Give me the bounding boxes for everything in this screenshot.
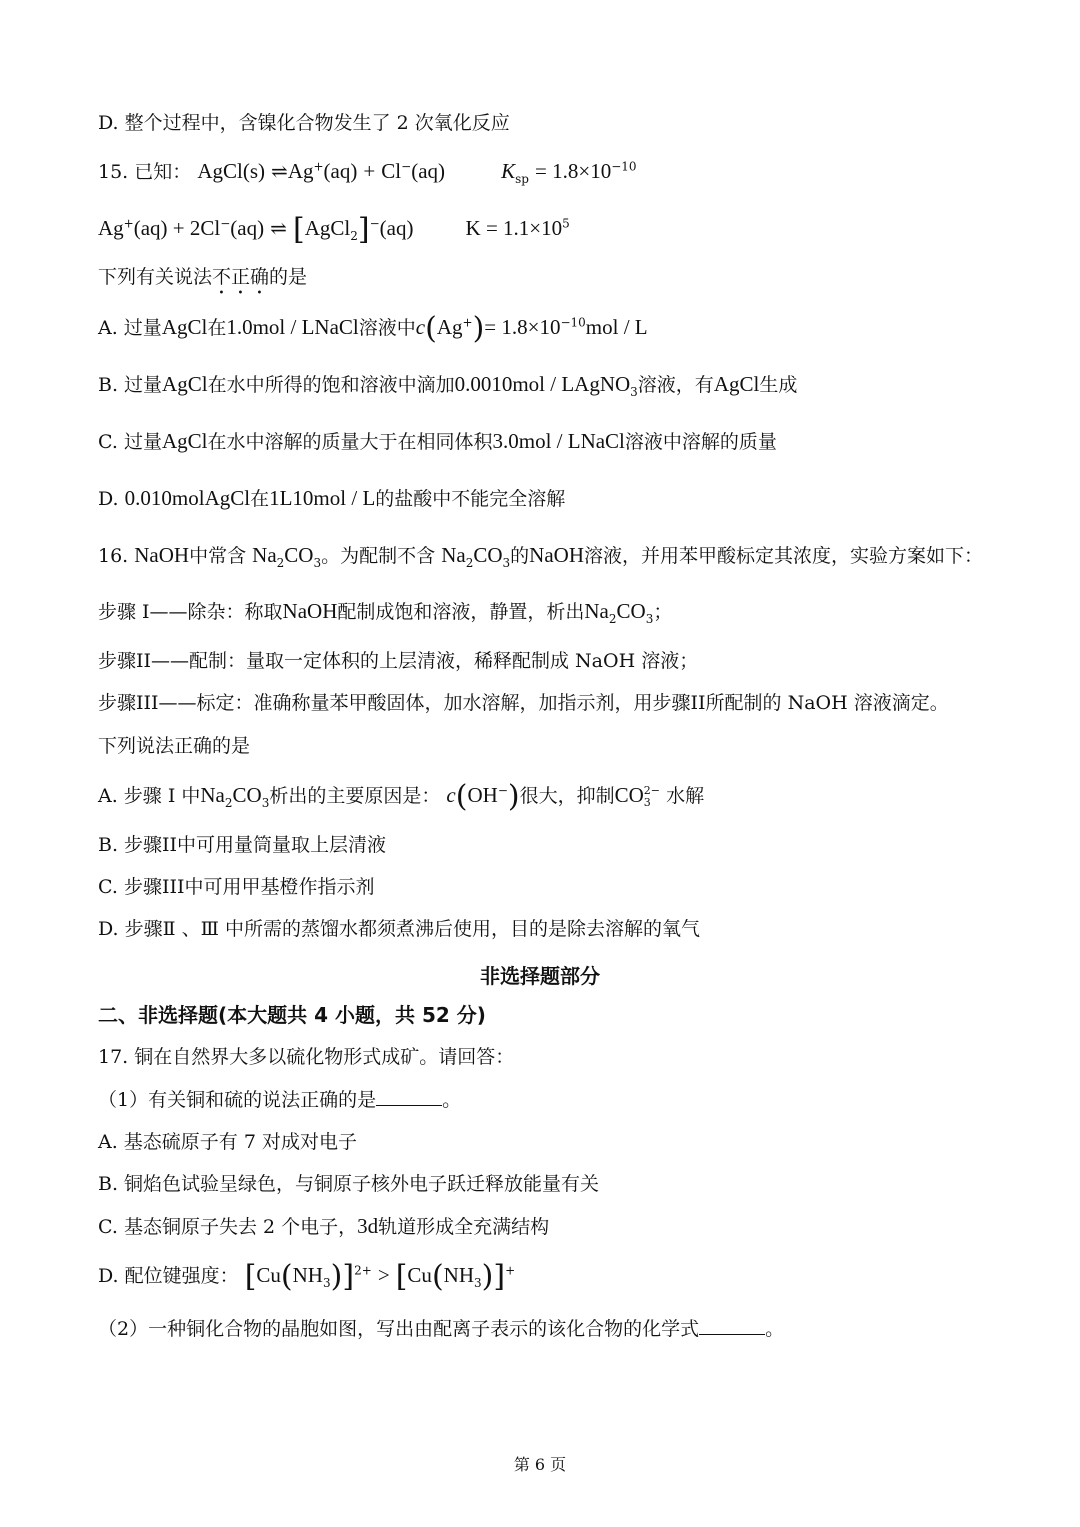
q16-stem: 16. NaOH中常含 $Na_2CO_3$。为配制不含 $Na_2CO_3$的NaOH溶液，并用苯甲酸标定其浓度，实验方案如下： — [98, 543, 984, 570]
q17-option-c: C. 基态铜原子失去 2 个电子，3d轨道形成全充满结构 — [98, 1214, 550, 1238]
answer-blank-2[interactable] — [699, 1316, 765, 1335]
q15-option-d: D. 0.010molAgCl在1L10mol / L的盐酸中不能完全溶解 — [98, 486, 566, 510]
q17-stem: 17. 铜在自然界大多以硫化物形式成矿。请回答： — [98, 1046, 515, 1068]
ksp-value: = 1.8×10 — [535, 159, 612, 183]
q16-step-3: 步骤III——标定：准确称量苯甲酸固体，加水溶解，加指示剂，用步骤II所配制的 NaOH 溶液滴定。 — [98, 692, 949, 714]
q15-equation-2: Ag+(aq) + 2Cl−(aq) ⇌ [AgCl$_2$]−(aq) $K = 1.1\times 10^5$ — [98, 212, 570, 247]
q17-part-1: （1）有关铜和硫的说法正确的是 。 — [98, 1089, 462, 1111]
q15-equation-1: 15. 已知： AgCl(s) ⇌Ag+(aq) + Cl−(aq) $K_{sp} = 1.8\times 10^{-10}$ — [98, 159, 637, 186]
ksp-label: K — [501, 159, 516, 183]
question-number: 15. — [98, 161, 129, 183]
eq1-reactant: AgCl(s) — [197, 159, 265, 183]
q15-option-c: C. 过量AgCl在水中溶解的质量大于在相同体积3.0mol / LNaCl溶液中溶解的质量 — [98, 429, 777, 453]
answer-blank-1[interactable] — [376, 1087, 442, 1106]
q17-option-d: D. 配位键强度： $[Cu(NH_3)]^{2+} > [Cu(NH_3)]^+$ — [98, 1259, 516, 1294]
q16-step-1: 步骤 I——除杂：称取NaOH配制成饱和溶液，静置，析出$Na_2CO_3$； — [98, 599, 673, 626]
q16-ask: 下列说法正确的是 — [98, 735, 251, 757]
ion-ag: Ag — [287, 159, 314, 183]
ion-cl: Cl — [381, 159, 402, 183]
section-title: 非选择题部分 — [480, 964, 600, 988]
q16-option-d: D. 步骤Ⅱ 、Ⅲ 中所需的蒸馏水都须煮沸后使用，目的是除去溶解的氧气 — [98, 918, 700, 940]
equilibrium-arrow: ⇌ — [271, 159, 288, 183]
q16-option-a: A. 步骤 I 中$Na_2CO_3$析出的主要原因是： c(OH−)很大，抑制CO 2− 3 水解 — [98, 779, 705, 814]
q15-option-b: B. 过量AgCl在水中所得的饱和溶液中滴加0.0010mol / LAgNO$_3$溶液，有AgCl生成 — [98, 372, 798, 399]
q15-option-a: A. 过量AgCl在1.0mol / LNaCl溶液中$c(Ag^+)= 1.8\times 10^{-10}mol / L$ — [98, 311, 648, 346]
q16-option-b: B. 步骤II中可用量筒量取上层清液 — [98, 834, 387, 856]
k-value: K = 1.1×10 — [465, 216, 563, 240]
equilibrium-arrow: ⇌ — [270, 216, 287, 240]
q14-option-d: D. 整个过程中，含镍化合物发生了 2 次氧化反应 — [98, 112, 510, 134]
section-heading: 二、非选择题(本大题共 4 小题，共 52 分) — [98, 1003, 486, 1027]
page-number: 第 6 页 — [513, 1455, 567, 1474]
q17-option-a: A. 基态硫原子有 7 对成对电子 — [98, 1131, 357, 1153]
emphasis-text: 不正确 — [212, 266, 270, 288]
q17-option-b: B. 铜焰色试验呈绿色，与铜原子核外电子跃迁释放能量有关 — [98, 1173, 600, 1195]
known-label: 已知： — [134, 161, 192, 183]
q15-stem: 下列有关说法不正确的是 — [98, 266, 308, 288]
q17-part-2: （2）一种铜化合物的晶胞如图，写出由配离子表示的该化合物的化学式 。 — [98, 1318, 785, 1340]
q16-step-2: 步骤II——配制：量取一定体积的上层清液，稀释配制成 NaOH 溶液； — [98, 650, 699, 672]
q16-option-c: C. 步骤III中可用甲基橙作指示剂 — [98, 876, 375, 898]
